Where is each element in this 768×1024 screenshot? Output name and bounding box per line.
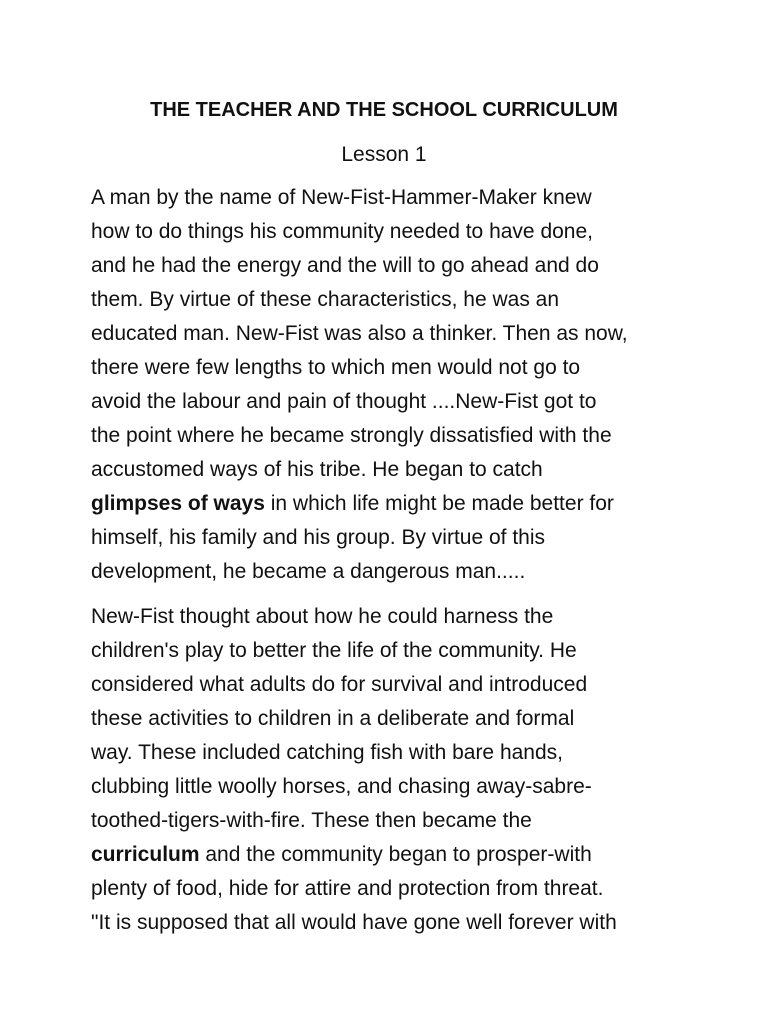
text-line: there were few lengths to which men would not go to (91, 356, 581, 379)
text-line: the point where he became strongly dissatisfied with the (91, 424, 612, 447)
text-line: clubbing little woolly horses, and chasing away-sabre- (91, 775, 592, 798)
text-line: development, he became a dangerous man..... (91, 560, 526, 583)
text-line: avoid the labour and pain of thought ....New-Fist got to (91, 390, 597, 413)
text-line: "It is supposed that all would have gone well forever with (91, 911, 617, 934)
text-line: way. These included catching fish with bare hands, (91, 741, 563, 764)
document-title: THE TEACHER AND THE SCHOOL CURRICULUM (150, 99, 618, 121)
text-line: and he had the energy and the will to go ahead and do (91, 254, 599, 277)
lesson-heading: Lesson 1 (341, 143, 427, 166)
text-line: them. By virtue of these characteristics, he was an (91, 288, 560, 311)
text-line-mixed (91, 487, 691, 521)
text-line: these activities to children in a deliberate and formal (91, 707, 575, 730)
text-line: A man by the name of New-Fist-Hammer-Maker knew (91, 186, 592, 209)
bold-phrase: curriculum (91, 843, 200, 866)
text-line: himself, his family and his group. By virtue of this (91, 526, 546, 549)
paragraph-2 (91, 600, 691, 940)
text-line: toothed-tigers-with-fire. These then became the (91, 809, 532, 832)
text-line: how to do things his community needed to have done, (91, 220, 593, 243)
text-line: children's play to better the life of the community. He (91, 639, 577, 662)
text-line: plenty of food, hide for attire and protection from threat. (91, 877, 604, 900)
text-line-mixed (91, 838, 691, 872)
bold-phrase: glimpses of ways (91, 492, 265, 515)
text-line: considered what adults do for survival and introduced (91, 673, 588, 696)
text-fragment: and the community began to prosper-with (199, 843, 592, 866)
text-fragment: in which life might be made better for (264, 492, 614, 515)
paragraph-1 (91, 181, 691, 589)
text-line: accustomed ways of his tribe. He began to catch (91, 458, 543, 481)
text-line: educated man. New-Fist was also a thinker. Then as now, (91, 322, 628, 345)
text-line: New-Fist thought about how he could harness the (91, 605, 554, 628)
